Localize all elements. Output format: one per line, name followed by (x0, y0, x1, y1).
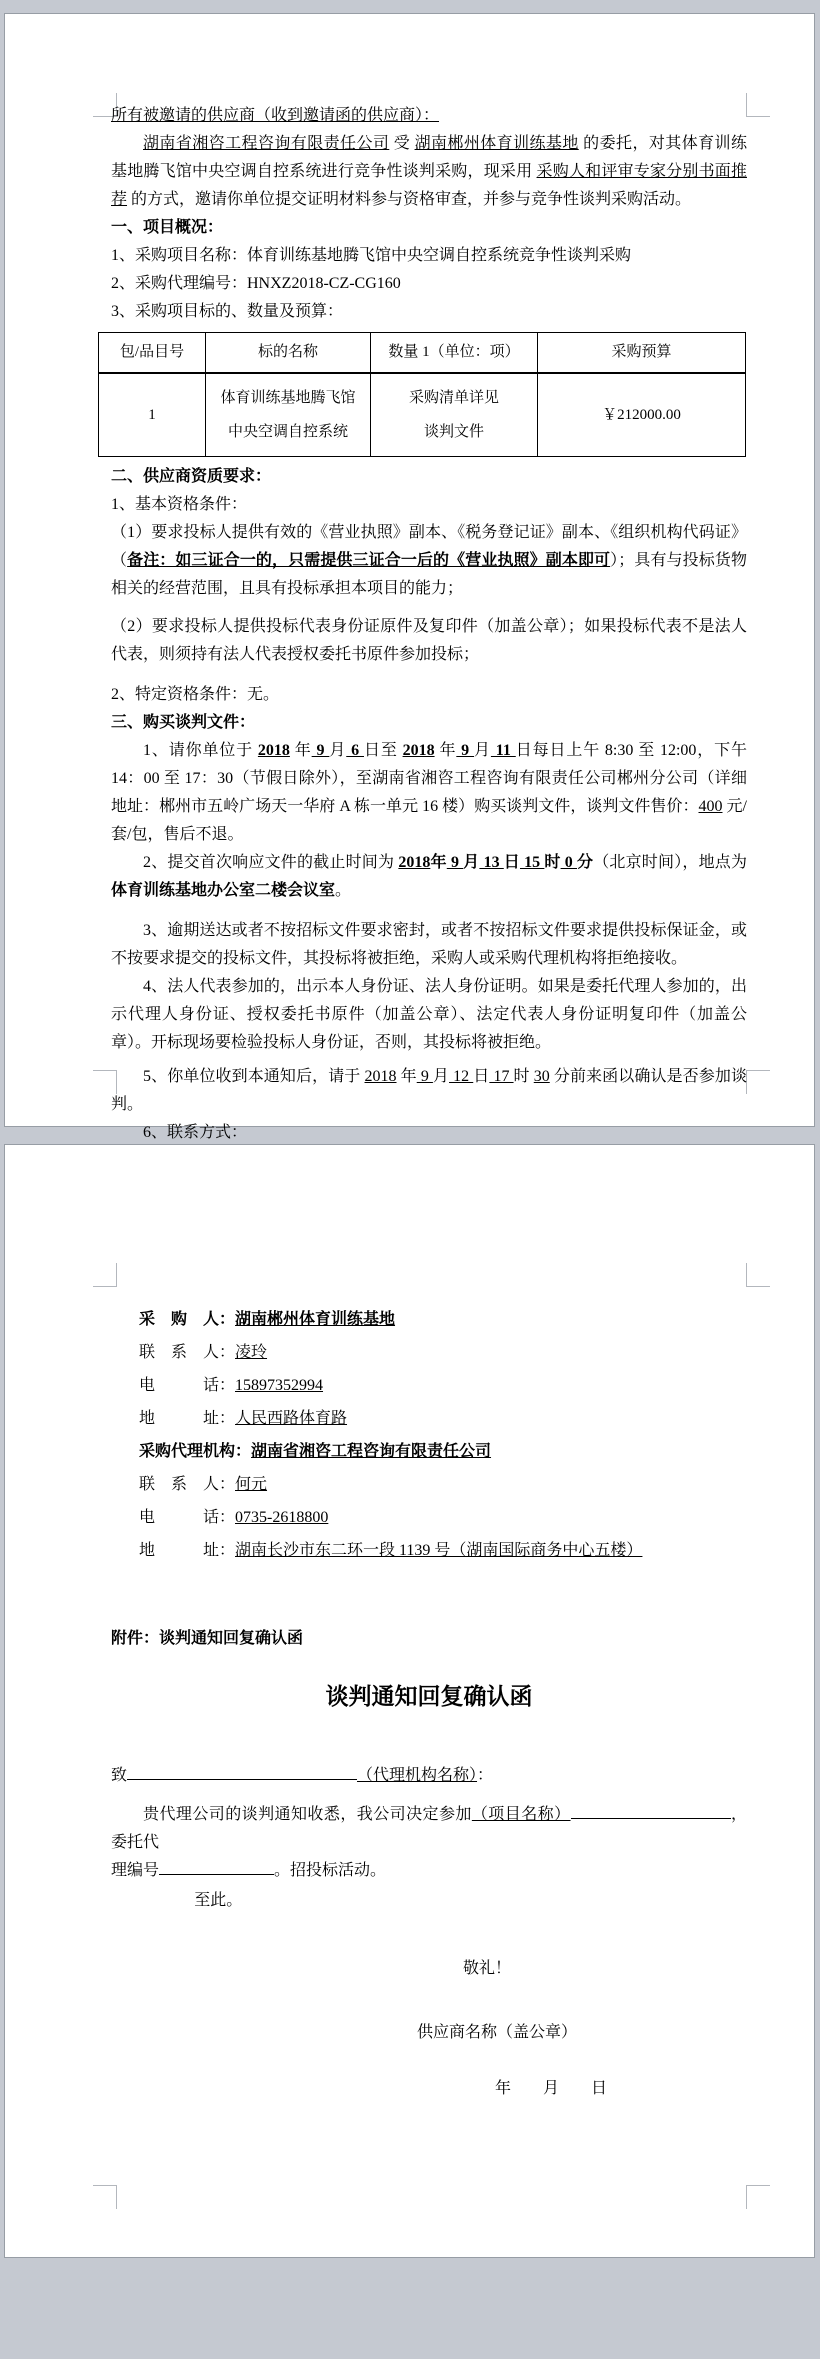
address-label: 地 址： (139, 1542, 236, 1559)
closing-salute: 敬礼！ (463, 1960, 512, 1977)
crop-mark-bottom-left-icon (93, 2185, 117, 2209)
page-2-content (111, 1303, 747, 2103)
intro-paragraph: 湖南省湘咨工程咨询有限责任公司 受 湖南郴州体育训练基地 的委托，对其体育训练基地腾飞馆中央空调自控系统进行竞争性谈判采购，现采用 采购人和评审专家分别书面推荐 的方式，邀请你单位提交证明材料参与资格审查，并参与竞争性谈判采购活动。 (111, 135, 747, 208)
agency-contact-line (139, 1468, 747, 1501)
to-paren-hint: （代理机构名称） (357, 1767, 478, 1784)
phone-label: 电 话： (139, 1509, 236, 1526)
letter-body-line-1: 贵代理公司的谈判通知收悉，我公司决定参加（项目名称） ，委托代 (111, 1806, 747, 1851)
contact-label: 联 系 人： (139, 1344, 236, 1361)
phone-value: 0735-2618800 (235, 1509, 329, 1526)
qualification-item-1: （1）要求投标人提供有效的《营业执照》副本、《税务登记证》副本、《组织机构代码证》（备注：如三证合一的，只需提供三证合一后的《营业执照》副本即可）；具有与投标货物相关的经营范围，且具有投标承担本项目的能力； (111, 524, 747, 597)
address-value: 湖南长沙市东二环一段 1139 号（湖南国际商务中心五楼） (235, 1542, 643, 1559)
crop-mark-top-right-icon (746, 1263, 770, 1287)
table-header-row (99, 333, 746, 373)
agency-phone-line (139, 1501, 747, 1534)
agency-label: 采购代理机构： (139, 1443, 252, 1460)
buyer-label: 采 购 人： (139, 1311, 236, 1328)
lot-summary-line: 3、采购项目标的、数量及预算： (111, 303, 344, 320)
cell-quantity-note: 采购清单详见 谈判文件 (371, 373, 538, 457)
table-row (99, 373, 746, 457)
agency-code-line: 2、采购代理编号：HNXZ2018-CZ-CG160 (111, 275, 401, 292)
representative-item-4: 4、法人代表参加的，出示本人身份证、法人身份证明。如果是委托代理人参加的，出示代理人身份证、授权委托书原件（加盖公章）、法定代表人身份证明复印件（加盖公章）。开标现场要检验投标人身份证，否则，其投标将被拒绝。 (111, 978, 747, 1051)
contact-label: 联 系 人： (139, 1476, 236, 1493)
project-name-line: 1、采购项目名称：体育训练基地腾飞馆中央空调自控系统竞争性谈判采购 (111, 247, 632, 264)
table-header-name: 标的名称 (206, 333, 371, 373)
document-page-1 (4, 13, 815, 1141)
contact-value: 何元 (235, 1476, 268, 1493)
agency-code-blank-field (159, 1860, 274, 1875)
table-header-budget: 采购预算 (538, 333, 746, 373)
rejection-item-3: 3、逾期送达或者不按招标文件要求密封，或者不按招标文件要求提供投标保证金，或不按要求提交的投标文件，其投标将被拒绝，采购人或采购代理机构将拒绝接收。 (111, 922, 747, 967)
basic-qualification-line: 1、基本资格条件： (111, 496, 248, 513)
crop-mark-bottom-right-icon (746, 1070, 770, 1094)
address-label: 地 址： (139, 1410, 236, 1427)
buyer-phone-line (139, 1369, 747, 1402)
cell-lot-no: 1 (99, 373, 206, 457)
letter-body-line-2: 理编号 。招投标活动。 (111, 1862, 387, 1879)
buyer-line (139, 1303, 747, 1336)
purchase-document-item-1: 1、请你单位于 2018 年 9 月 6 日至 2018 年 9 月 11 日每日上午 8:30 至 12:00，下午 14：00 至 17：30（节假日除外），至湖南省湘咨工程咨询有限责任公司郴州分公司（详细地址：郴州市五岭广场天一华府 A 栋一单元 16 楼）购买谈判文件，谈判文件售价：400 元/套/包，售后不退。 (111, 742, 747, 843)
specific-qualification-line: 2、特定资格条件：无。 (111, 686, 280, 703)
agency-name-blank-field (127, 1765, 357, 1780)
page-1-content (111, 102, 747, 1147)
confirm-item-5: 5、你单位收到本通知后，请于 2018 年 9 月 12 日 17 时 30 分前来函以确认是否参加谈判。 (111, 1068, 747, 1113)
crop-mark-bottom-right-icon (746, 2185, 770, 2209)
deadline-item-2: 2、提交首次响应文件的截止时间为 2018年 9 月 13 日 15 时 0 分（北京时间），地点为体育训练基地办公室二楼会议室。 (111, 854, 747, 899)
cell-budget: ￥212000.00 (538, 373, 746, 457)
salutation-line: 所有被邀请的供应商（收到邀请函的供应商）： (111, 107, 440, 124)
letter-to-line (111, 1761, 747, 1791)
section-3-title: 三、购买谈判文件： (111, 714, 256, 731)
section-2-title: 二、供应商资质要求： (111, 468, 272, 485)
contact-item-6: 6、联系方式： (143, 1124, 248, 1141)
table-header-qty: 数量 1（单位：项） (371, 333, 538, 373)
document-page-2 (4, 1144, 815, 2258)
buyer-value: 湖南郴州体育训练基地 (235, 1311, 396, 1328)
table-header-lot: 包/品目号 (99, 333, 206, 373)
date-signature-line: 年 月 日 (495, 2080, 608, 2097)
procurement-table (98, 332, 746, 457)
agency-value: 湖南省湘咨工程咨询有限责任公司 (251, 1443, 492, 1460)
letter-title: 谈判通知回复确认函 (325, 1684, 533, 1709)
supplier-seal-line: 供应商名称（盖公章） (417, 2024, 578, 2041)
cell-subject-name: 体育训练基地腾飞馆 中央空调自控系统 (206, 373, 371, 457)
agency-address-line (139, 1534, 747, 1567)
agency-line (139, 1435, 747, 1468)
section-1-title: 一、项目概况： (111, 219, 224, 236)
closing-zhici: 至此。 (194, 1892, 243, 1909)
project-name-hint: （项目名称） (471, 1806, 571, 1823)
crop-mark-top-right-icon (746, 93, 770, 117)
buyer-address-line (139, 1402, 747, 1435)
attachment-line: 附件：谈判通知回复确认函 (111, 1630, 304, 1647)
qualification-item-2: （2）要求投标人提供投标代表身份证原件及复印件（加盖公章）；如果投标代表不是法人代表，则须持有法人代表授权委托书原件参加投标； (111, 618, 747, 663)
crop-mark-top-left-icon (93, 1263, 117, 1287)
to-prefix: 致 (111, 1767, 128, 1784)
address-value: 人民西路体育路 (235, 1410, 348, 1427)
contact-value: 凌玲 (235, 1344, 268, 1361)
buyer-contact-line (139, 1336, 747, 1369)
to-colon: ： (477, 1767, 494, 1784)
phone-value: 15897352994 (235, 1377, 324, 1394)
project-name-blank-field (571, 1804, 731, 1819)
phone-label: 电 话： (139, 1377, 236, 1394)
